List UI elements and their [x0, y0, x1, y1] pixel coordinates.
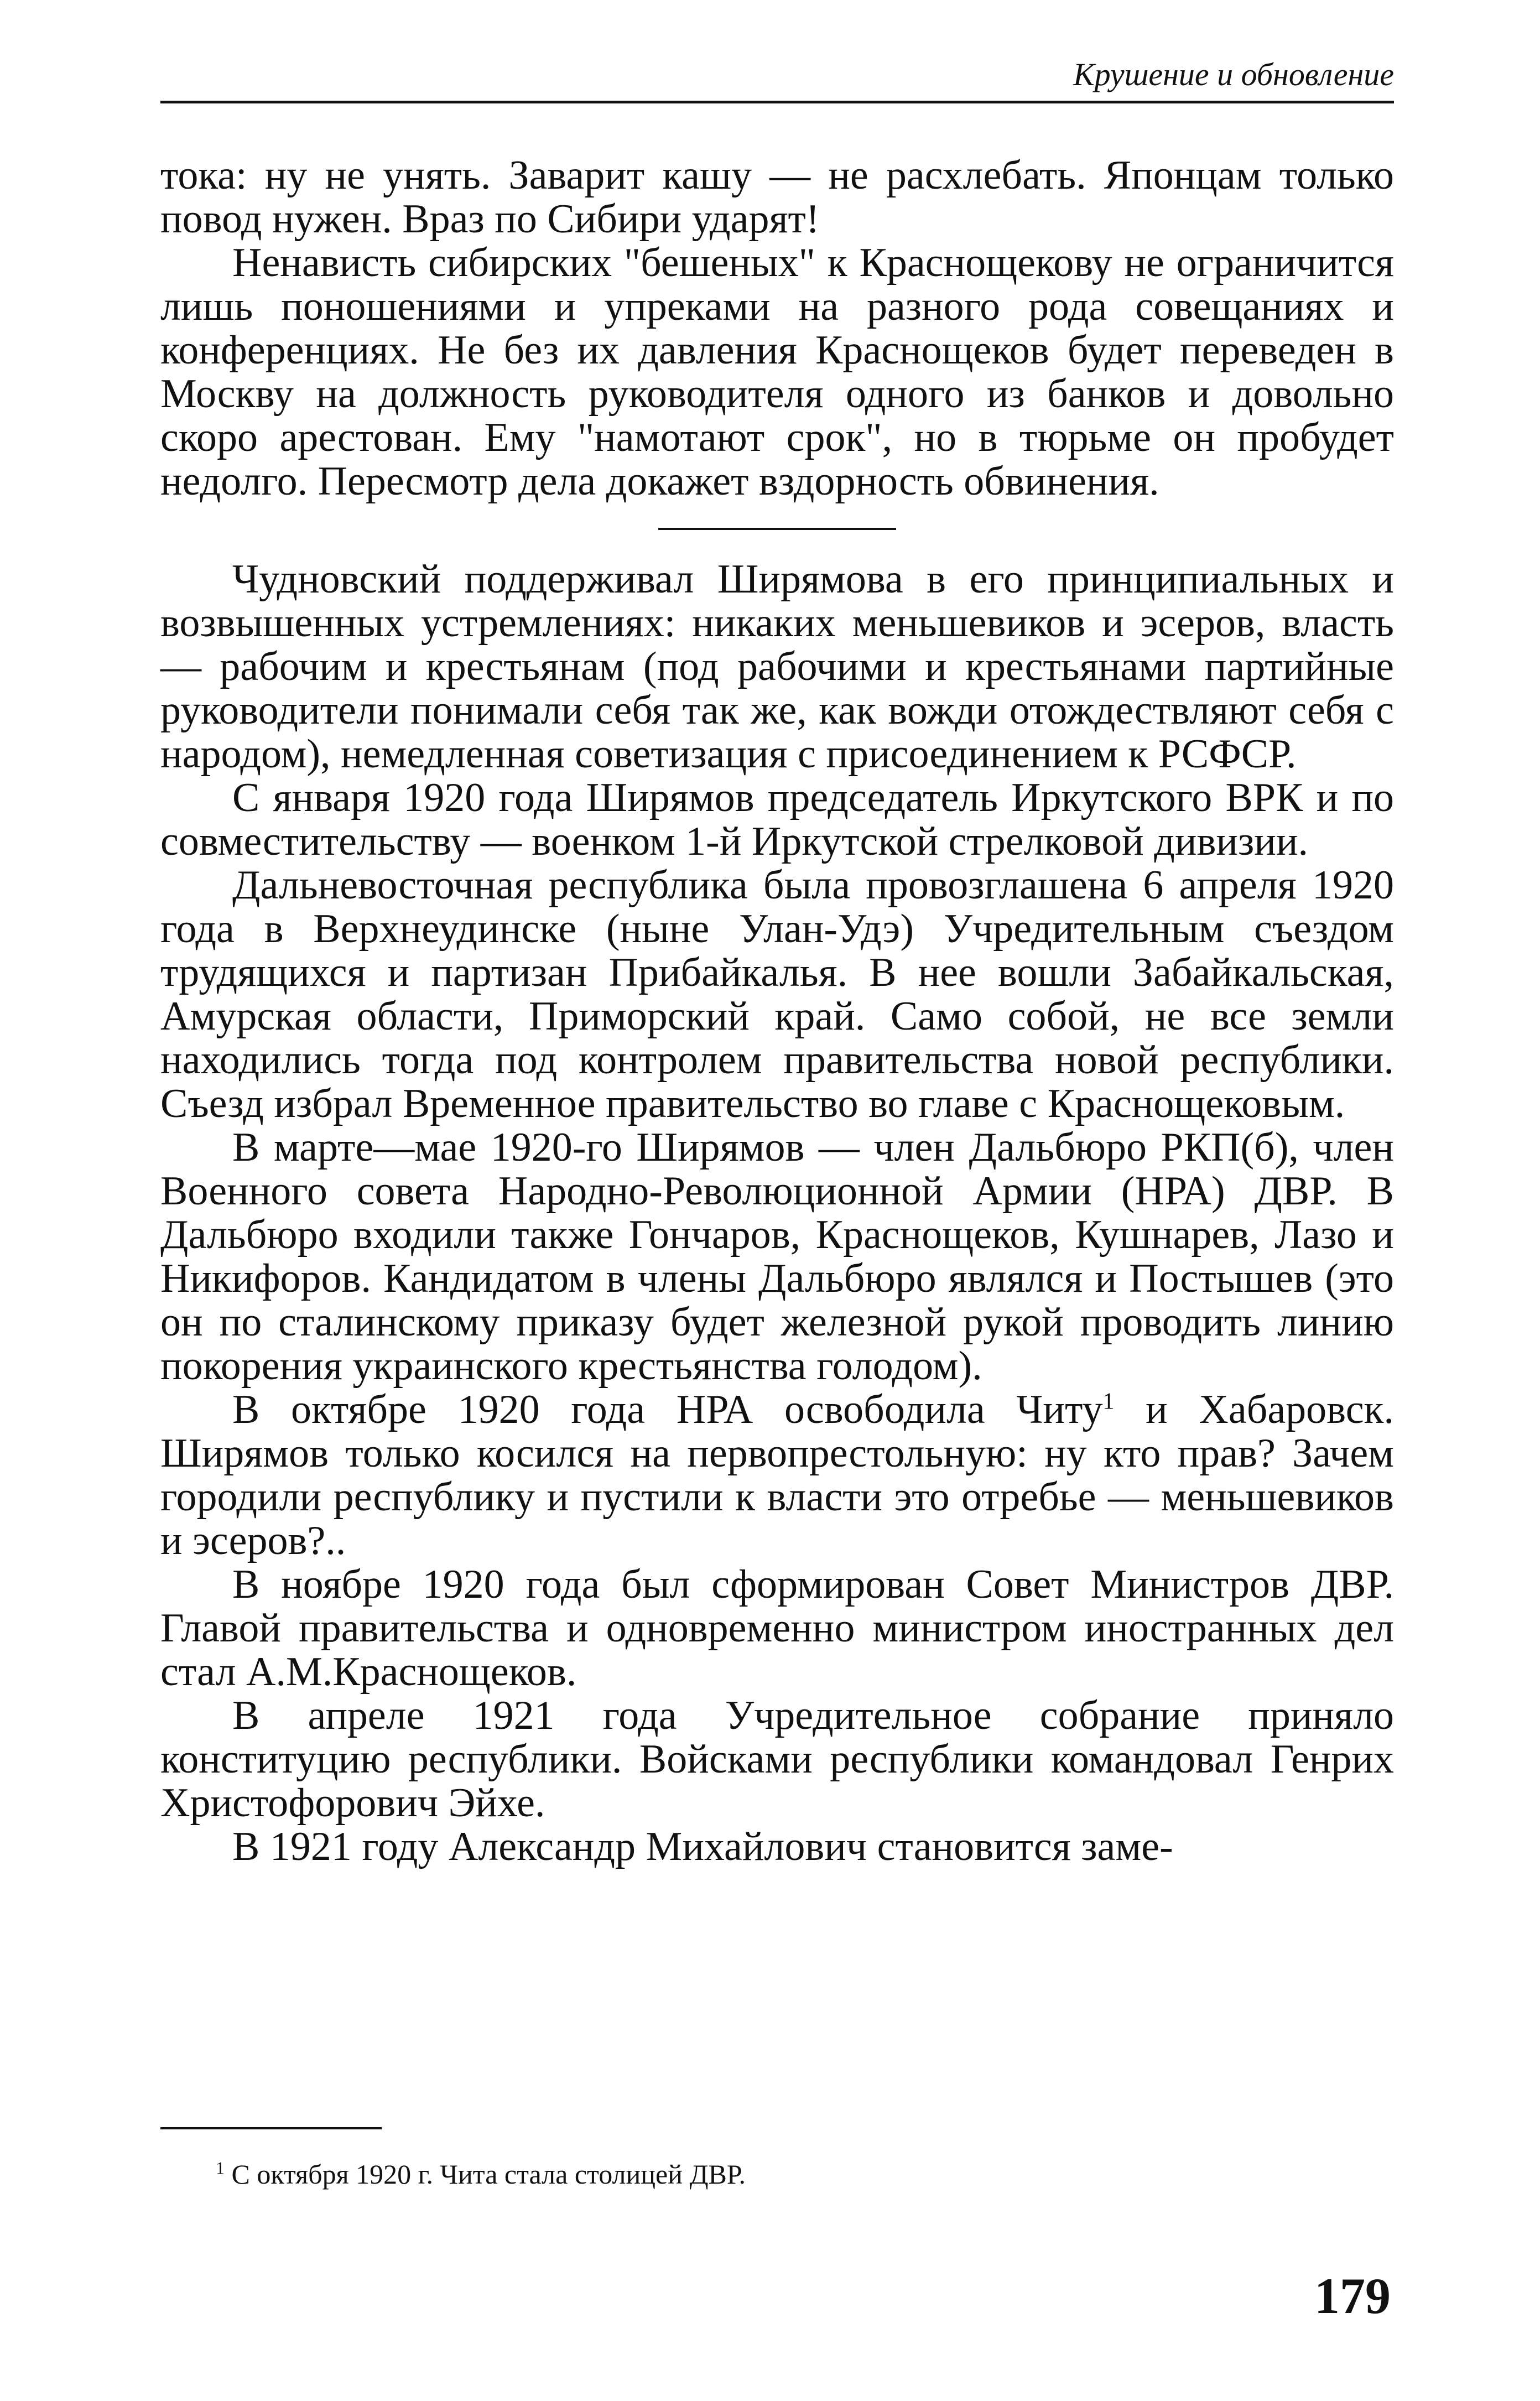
- running-title: Крушение и обновление: [1073, 56, 1394, 92]
- paragraph: Чудновский поддерживал Ширямова в его принципиальных и возвышенных устремлениях: никаких меньшевиков и эсеров, власть — рабочим и крестьянам (под рабочими и крестьянами партийные руководители понимали себя так же, как вожди отождествляют себя с народом), немедленная советизация с присоединением к РСФСР.: [160, 557, 1394, 777]
- footnote: [216, 2158, 1322, 2191]
- section-divider: [658, 528, 896, 530]
- paragraph-text: В октябре 1920 года НРА освободила Читу: [232, 1387, 1103, 1432]
- body-text: [160, 154, 1394, 1869]
- footnote-rule: [160, 2127, 382, 2129]
- paragraph: Дальневосточная республика была провозглашена 6 апреля 1920 года в Верхнеудинске (ныне Улан-Удэ) Учредительным съездом трудящихся и партизан Прибайкалья. В нее вошли Забайкальская, Амурская области, Приморский край. Само собой, не все земли находились тогда под контролем правительства новой республики. Съезд избрал Временное правительство во главе с Краснощековым.: [160, 862, 1394, 1126]
- page-number: 179: [1314, 2268, 1391, 2324]
- paragraph: В марте—мае 1920-го Ширямов — член Дальбюро РКП(б), член Военного совета Народно-Революционной Армии (НРА) ДВР. В Дальбюро входили также Гончаров, Краснощеков, Кушнарев, Лазо и Никифоров. Кандидатом в члены Дальбюро являлся и Постышев (это он по сталинскому приказу будет железной рукой проводить линию покорения украинского крестьянства голодом).: [160, 1125, 1394, 1389]
- header-rule: [160, 101, 1394, 103]
- paragraph: Ненависть сибирских "бешеных" к Краснощекову не ограничится лишь поношениями и упреками на разного рода совещаниях и конференциях. Не без их давления Краснощеков будет переведен в Москву на должность руководителя одного из банков и довольно скоро арестован. Ему "намотают срок", но в тюрьме он пробудет недолго. Пересмотр дела докажет вздорность обвинения.: [160, 240, 1394, 504]
- paragraph: В 1921 году Александр Михайлович становится заме-: [232, 1824, 1173, 1869]
- paragraph: тока: ну не унять. Заварит кашу — не расхлебать. Японцам только повод нужен. Враз по Сибири ударят!: [160, 153, 1394, 242]
- paragraph: В ноябре 1920 года был сформирован Совет Министров ДВР. Главой правительства и одновременно министром иностранных дел стал А.М.Краснощеков.: [160, 1562, 1394, 1695]
- footnote-reference: 1: [1102, 1389, 1115, 1415]
- paragraph-text: и Хабаровск. Ширямов только косился на первопрестольную: ну кто прав? Зачем городили республику и пустили к власти это отребье — меньшевиков и эсеров?..: [160, 1387, 1394, 1563]
- footnote-marker: 1: [216, 2158, 225, 2178]
- paragraph: С января 1920 года Ширямов председатель Иркутского ВРК и по совместительству — военком 1-й Иркутской стрелковой дивизии.: [160, 775, 1394, 864]
- paragraph: В апреле 1921 года Учредительное собрание приняло конституцию республики. Войсками республики командовал Генрих Христофорович Эйхе.: [160, 1693, 1394, 1826]
- footnote-text: С октября 1920 г. Чита стала столицей ДВР.: [231, 2159, 746, 2190]
- paragraph-october: [160, 1388, 1394, 1563]
